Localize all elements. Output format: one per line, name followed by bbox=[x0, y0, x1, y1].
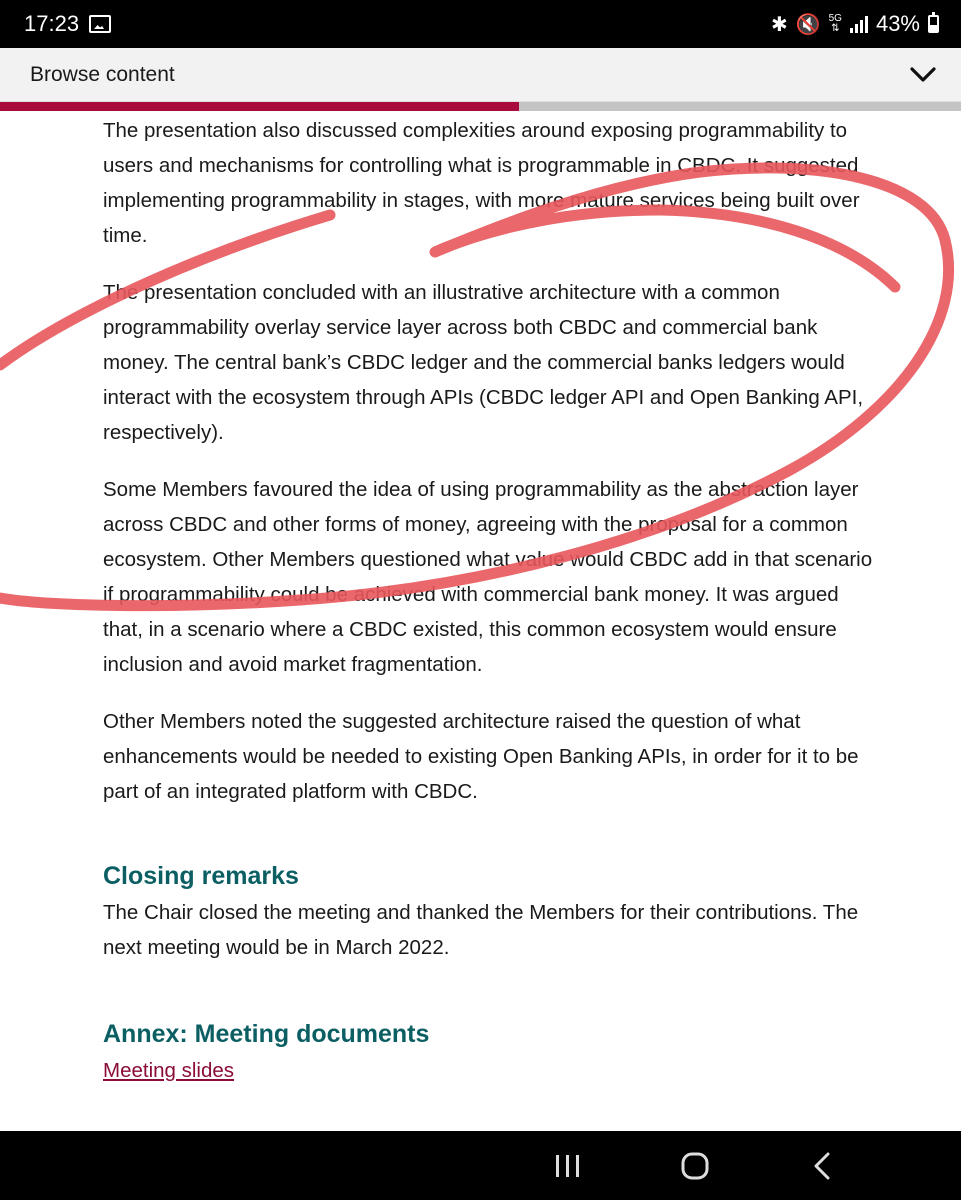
browse-content-bar[interactable] bbox=[0, 48, 961, 102]
browse-content-label: Browse content bbox=[30, 62, 175, 86]
paragraph-open-banking: Other Members noted the suggested architecture raised the question of what enhancements would be needed to existing Open Banking APIs, in order for it to be part of an integrated platform with CBDC. bbox=[103, 710, 859, 803]
paragraph-members-views: Some Members favoured the idea of using programmability as the abstraction layer across CBDC and other forms of money, agreeing with the proposal for a common ecosystem. Other Members questioned what value would CBDC add in that scenario if programmability could be achieved with commercial bank money. It was argued that, in a scenario where a CBDC existed, this common ecosystem would ensure inclusion and avoid market fragmentation. bbox=[103, 478, 873, 676]
back-icon[interactable] bbox=[782, 1131, 862, 1200]
article-content bbox=[103, 113, 873, 1088]
meeting-slides-link[interactable]: Meeting slides bbox=[103, 1059, 235, 1082]
paragraph-programmability-stages: The presentation also discussed complexities around exposing programmability to users and mechanisms for controlling what is programmable in CBDC. It suggested implementing programmability in stages, with more mature services being built over time. bbox=[103, 119, 860, 247]
recent-apps-icon[interactable] bbox=[528, 1131, 608, 1200]
battery-percent: 43% bbox=[875, 11, 920, 36]
home-icon[interactable] bbox=[655, 1131, 735, 1200]
bluetooth-icon: ✱ bbox=[770, 13, 788, 36]
gallery-icon bbox=[89, 15, 111, 33]
network-badge bbox=[829, 14, 842, 34]
annex-heading: Annex: Meeting documents bbox=[103, 1020, 430, 1048]
reading-progress-fill bbox=[0, 102, 519, 111]
network-label: 5G bbox=[828, 13, 842, 24]
reading-progress-track bbox=[0, 102, 961, 111]
battery-icon bbox=[928, 15, 939, 33]
chevron-down-icon[interactable] bbox=[909, 61, 937, 89]
mute-icon: 🔇 bbox=[795, 13, 821, 36]
status-time: 17:23 bbox=[24, 11, 80, 36]
status-right bbox=[771, 11, 961, 37]
status-bar bbox=[0, 0, 961, 48]
navigation-bar bbox=[0, 1131, 961, 1200]
battery-fill bbox=[930, 25, 937, 31]
network-arrows-icon: ⇅ bbox=[831, 23, 840, 34]
signal-icon bbox=[850, 15, 868, 33]
closing-remarks-heading: Closing remarks bbox=[103, 862, 299, 890]
paragraph-architecture: The presentation concluded with an illustrative architecture with a common programmability overlay service layer across both CBDC and commercial bank money. The central bank’s CBDC ledger and the commercial banks ledgers would interact with the ecosystem through APIs (CBDC ledger API and Open Banking API, respectively). bbox=[103, 281, 864, 444]
closing-remarks-text: The Chair closed the meeting and thanked the Members for their contributions. The next meeting would be in March 2022. bbox=[103, 901, 859, 959]
status-left bbox=[0, 11, 111, 37]
